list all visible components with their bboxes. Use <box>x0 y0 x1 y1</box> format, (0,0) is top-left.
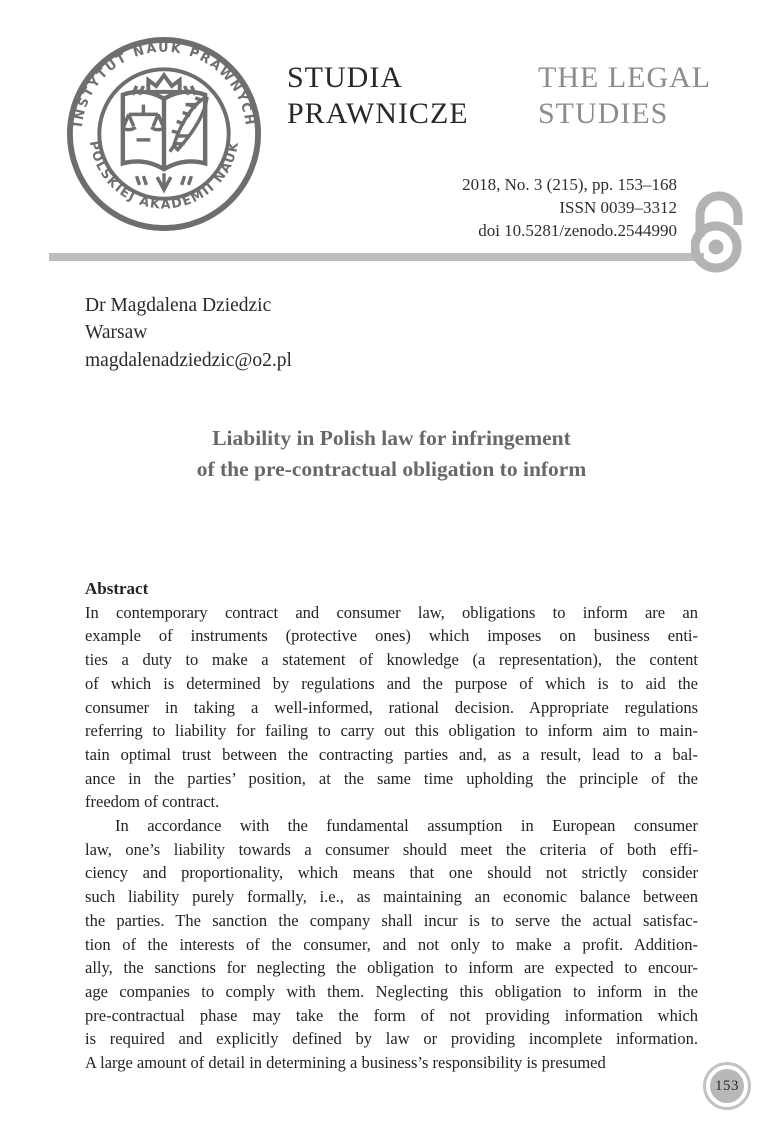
scales-icon <box>122 105 165 140</box>
journal-title-english <box>538 60 711 132</box>
abstract-line: A large amount of detail in determining a business’s responsibility is presumed <box>85 1053 606 1073</box>
abstract-line: age companies to comply with them. Neglecting this obligation to inform in the <box>85 981 698 1001</box>
abstract-line: of which is determined by regulations and the purpose of which is to aid the <box>85 673 698 693</box>
page-number-badge <box>703 1062 751 1110</box>
issue-line: 2018, No. 3 (215), pp. 153–168 <box>462 175 677 194</box>
abstract-section <box>85 577 698 1075</box>
abstract-line: freedom of contract. <box>85 792 220 812</box>
crown-icon <box>148 75 179 92</box>
author-city: Warsaw <box>85 322 148 344</box>
journal-title-polish <box>287 60 469 132</box>
abstract-line: tain optimal trust between the contracting parties and, as a result, lead to a bal- <box>85 744 698 764</box>
abstract-line: In contemporary contract and consumer law, obligations to inform are an <box>85 602 698 622</box>
abstract-line: ance in the parties’ position, at the same time upholding the principle of the <box>85 768 698 788</box>
open-access-icon <box>691 185 747 277</box>
journal-title-en-line2: STUDIES <box>538 97 669 130</box>
article-title-line2: of the pre-contractual obligation to inform <box>196 457 587 481</box>
institute-seal-logo <box>66 36 262 232</box>
author-block <box>85 292 292 374</box>
abstract-line: In accordance with the fundamental assumption in European consumer <box>115 816 698 836</box>
article-title-line1: Liability in Polish law for infringement <box>212 426 571 450</box>
abstract-heading: Abstract <box>85 579 149 598</box>
abstract-line: ciency and proportionality, which means that one should not strictly consider <box>85 863 698 883</box>
seal-arc-bottom-text: POLSKIEJ AKADEMII NAUK <box>85 139 243 213</box>
abstract-line: is required and explicitly defined by law or providing incomplete information. <box>85 1029 698 1049</box>
article-title <box>85 423 698 485</box>
abstract-line: ties a duty to make a statement of knowledge (a representation), the content <box>85 650 698 670</box>
author-email: magdalenadziedzic@o2.pl <box>85 349 292 371</box>
citation-block <box>462 173 677 243</box>
abstract-line: such liability purely formally, i.e., as maintaining an economic balance between <box>85 887 698 907</box>
header-divider-rule <box>49 253 704 261</box>
page-number: 153 <box>710 1069 744 1103</box>
abstract-line: referring to liability for failing to carry out this obligation to inform aim to main- <box>85 721 698 741</box>
journal-title-en-line1: THE LEGAL <box>538 61 712 94</box>
abstract-line: tion of the interests of the consumer, and not only to make a profit. Addition- <box>85 934 698 954</box>
abstract-body <box>85 601 698 1075</box>
author-name: Dr Magdalena Dziedzic <box>85 295 272 316</box>
issn-line: ISSN 0039–3312 <box>559 198 677 218</box>
doi-line: doi 10.5281/zenodo.2544990 <box>478 221 677 241</box>
abstract-line: law, one’s liability towards a consumer should meet the criteria of both effi- <box>85 839 698 859</box>
book-spine-pointer <box>157 173 171 190</box>
abstract-line: example of instruments (protective ones) which imposes on business enti- <box>85 626 698 646</box>
seal-arc-top-text: INSTYTUT NAUK PRAWNYCH <box>70 40 258 128</box>
abstract-line: the parties. The sanction the company shall incur is to serve the actual satisfac- <box>85 910 698 930</box>
journal-title-pl-line2: PRAWNICZE <box>287 97 469 130</box>
journal-title-pl-line1: STUDIA <box>287 61 403 94</box>
abstract-line: pre-contractual phase may take the form of not providing information which <box>85 1005 698 1025</box>
abstract-line: consumer in taking a well-informed, rational decision. Appropriate regulations <box>85 697 698 717</box>
abstract-line: ally, the sanctions for neglecting the obligation to inform are expected to encour- <box>85 958 698 978</box>
